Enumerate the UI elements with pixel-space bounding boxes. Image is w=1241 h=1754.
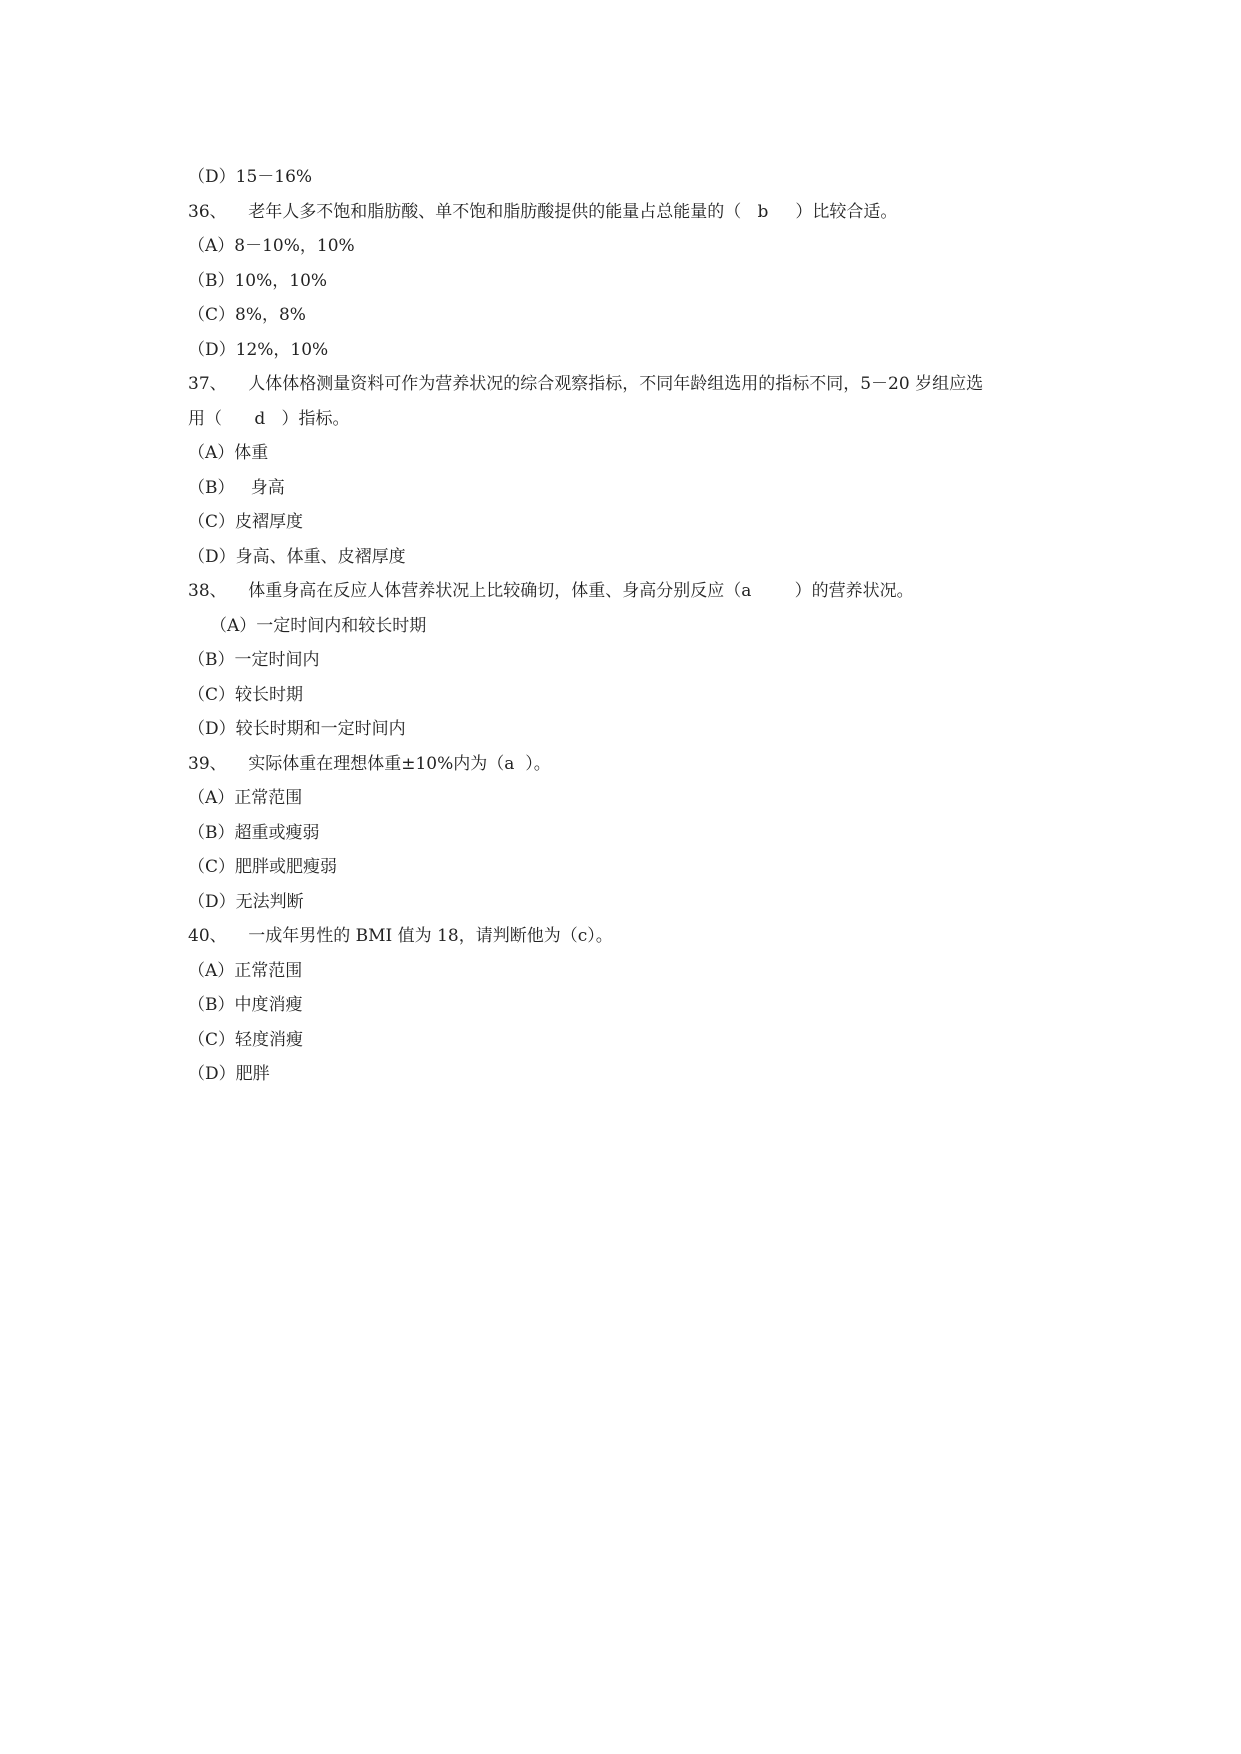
option-40-b: （B）中度消瘦 [188, 995, 303, 1015]
option-37-c: （C）皮褶厚度 [188, 512, 304, 532]
option-37-d: （D）身高、体重、皮褶厚度 [188, 546, 406, 567]
option-40-c: （C）轻度消瘦 [188, 1029, 304, 1050]
option-36-c: （C）8%，8% [188, 305, 306, 325]
document-page [188, 160, 1068, 1092]
option-36-d: （D）12%，10% [188, 339, 329, 360]
option-38-d: （D）较长时期和一定时间内 [188, 719, 406, 739]
option-37-b: （B） 身高 [188, 477, 285, 498]
option-38-b: （B）一定时间内 [188, 650, 320, 670]
option-40-d: （D）肥胖 [188, 1064, 270, 1084]
option-37-a: （A）体重 [188, 443, 269, 463]
option-39-c: （C）肥胖或肥瘦弱 [188, 857, 338, 877]
option-35-d: （D）15－16% [188, 167, 313, 187]
option-36-b: （B）10%，10% [188, 270, 328, 291]
question-39: 39、 实际体重在理想体重±10%内为（a ）。 [188, 753, 551, 774]
option-38-a: （A）一定时间内和较长时期 [210, 615, 427, 636]
option-39-a: （A）正常范围 [188, 788, 303, 808]
question-37-line-2: 用（ d ）指标。 [188, 408, 350, 429]
option-38-c: （C）较长时期 [188, 684, 304, 705]
option-39-b: （B）超重或瘦弱 [188, 822, 320, 843]
question-37-line-1: 37、 人体体格测量资料可作为营养状况的综合观察指标，不同年龄组选用的指标不同，5－20 岁组应选 [188, 374, 984, 394]
option-40-a: （A）正常范围 [188, 960, 303, 981]
question-36: 36、 老年人多不饱和脂肪酸、单不饱和脂肪酸提供的能量占总能量的（ b ）比较合适。 [188, 201, 898, 222]
question-38: 38、 体重身高在反应人体营养状况上比较确切，体重、身高分别反应（a ）的营养状况。 [188, 581, 914, 601]
question-40: 40、 一成年男性的 BMI 值为 18，请判断他为（c）。 [188, 926, 613, 946]
option-39-d: （D）无法判断 [188, 891, 304, 912]
option-36-a: （A）8－10%，10% [188, 236, 355, 256]
